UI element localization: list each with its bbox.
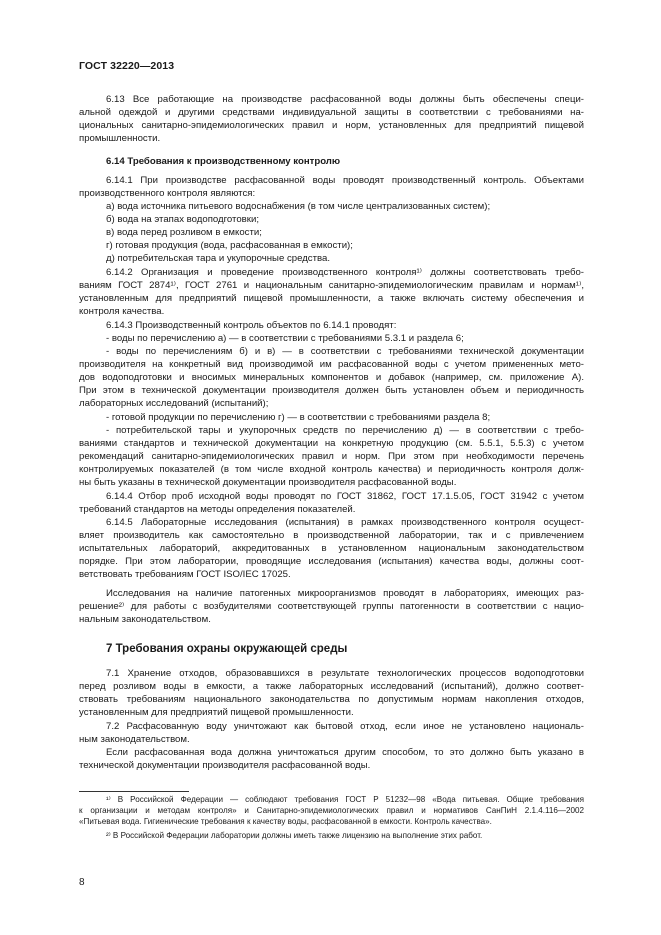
text-line: 6.14.2 Организация и проведение производственного контроля¹⁾ должны соответствовать требо- xyxy=(106,267,584,278)
list-item: - потребительской тары и укупорочных средств по перечислению д) — в соответствии с требо- xyxy=(106,425,584,436)
text-line: решение²⁾ для работы с возбудителями соответствующей группы патогенности в соответствии с нацио- xyxy=(79,601,584,612)
text-line: дов водоподготовки и вносимых минеральных компонентов и добавок (например, см. приложение А). xyxy=(79,372,584,383)
text-line: перед розливом воды в емкости, а также лабораторных исследований (испытаний), должно соответ- xyxy=(79,681,584,692)
footnote-1: ¹⁾ В Российской Федерации — соблюдают требования ГОСТ Р 51232—98 «Вода питьевая. Общие требования xyxy=(106,795,584,804)
document-header: ГОСТ 32220—2013 xyxy=(79,60,175,72)
text-line: 6.14.1 При производстве расфасованной воды проводят производственный контроль. Объектами xyxy=(106,175,584,186)
text-line: вляет производитель как самостоятельно в производственной лаборатории, так и с привлечением xyxy=(79,530,584,541)
text-line: установленным для предприятий пищевой промышленности, а также включать систему обеспечения и xyxy=(79,293,584,304)
text-line: альной одеждой и другими средствами индивидуальной защиты в соответствии с требованиями на- xyxy=(79,107,584,118)
text-line: 7.2 Расфасованную воду уничтожают как бытовой отход, если иное не установлено националь- xyxy=(106,721,584,732)
text-line: лабораторных исследований (испытаний); xyxy=(79,398,269,409)
footnote-1-cont: к организации и методам контроля» и Санитарно-эпидемиологических правил и нормативов СанПиН 2.1.4.116—2002 xyxy=(79,806,584,815)
list-item: - воды по перечислению а) — в соответствии с требованиями 5.3.1 и раздела 6; xyxy=(106,333,464,344)
text-line: установленным для предприятий пищевой промышленности. xyxy=(79,707,354,718)
text-line: ваниями стандартов и технической документации на конкретную продукцию (см. 5.5.1, 5.5.3) с учетом xyxy=(79,438,584,449)
text-line: порядке. При этом лаборатории, проводящие исследования (испытания) качества воды, должны соот- xyxy=(79,556,584,567)
list-item: б) вода на этапах водоподготовки; xyxy=(106,214,259,225)
text-line: 6.13 Все работающие на производстве расфасованной воды должны быть обеспечены специ- xyxy=(106,94,584,105)
text-line: производственного контроля являются: xyxy=(79,188,256,199)
text-line: технической документации производителя расфасованной воды. xyxy=(79,760,371,771)
footnote-divider xyxy=(79,791,189,792)
text-line: производителя на конкретный вид производимой им расфасованной воды с учетом примененных мето- xyxy=(79,359,584,370)
text-line: Исследования на наличие патогенных микроорганизмов проводят в лабораториях, имеющих раз- xyxy=(106,588,584,599)
text-line: 6.14.5 Лабораторные исследования (испытания) в рамках производственного контроля осущест- xyxy=(106,517,584,528)
text-line: ветствовать требованиям ГОСТ ISO/IEC 17025. xyxy=(79,569,291,580)
text-line: Если расфасованная вода должна уничтожаться другим способом, то это должно быть указано в xyxy=(106,747,584,758)
section-heading-6-14: 6.14 Требования к производственному контролю xyxy=(106,156,341,167)
text-line: промышленности. xyxy=(79,133,161,144)
text-line: ваниям ГОСТ 2874¹⁾, ГОСТ 2761 и национальным санитарно-эпидемиологическим правилам и нормам¹⁾, xyxy=(79,280,584,291)
text-line: контроля качества. xyxy=(79,306,165,317)
text-line: требований стандартов на методы определения показателей. xyxy=(79,504,356,515)
text-line: При этом в технической документации производителя должен быть установлен объем и периодичность xyxy=(79,385,584,396)
text-line: 6.14.3 Производственный контроль объектов по 6.14.1 проводят: xyxy=(106,320,397,331)
text-line: 7.1 Хранение отходов, образовавшихся в результате технологических процессов водоподготовки xyxy=(106,668,584,679)
list-item: а) вода источника питьевого водоснабжения (в том числе централизованных систем); xyxy=(106,201,491,212)
page-number: 8 xyxy=(79,877,85,888)
text-line: 6.14.4 Отбор проб исходной воды проводят по ГОСТ 31862, ГОСТ 17.1.5.05, ГОСТ 31942 с учетом xyxy=(106,491,584,502)
text-line: ным законодательством. xyxy=(79,734,190,745)
text-line: рекомендаций санитарно-эпидемиологических правил и норм. При этом при необходимости перечень xyxy=(79,451,584,462)
text-line: ны быть указаны в технической документации производителя расфасованной воды. xyxy=(79,477,457,488)
list-item: в) вода перед розливом в емкости; xyxy=(106,227,262,238)
list-item: - готовой продукции по перечислению г) — в соответствии с требованиями раздела 8; xyxy=(106,412,491,423)
list-item: - воды по перечислениям б) и в) — в соответствии с требованиями технической документации xyxy=(106,346,584,357)
section-heading-7: 7 Требования охраны окружающей среды xyxy=(106,643,348,655)
text-line: испытательных лабораторий, аккредитованных в установленном национальным законодательством xyxy=(79,543,584,554)
list-item: г) готовая продукция (вода, расфасованная в емкости); xyxy=(106,240,353,251)
text-line: контролируемых показателей (в том числе входной контроль качества) и периодичность контроля долж- xyxy=(79,464,584,475)
text-line: ствовать требованиям национального законодательства по допустимым нормам накопления отходов, xyxy=(79,694,584,705)
footnote-1-cont: «Питьевая вода. Гигиенические требования к качеству воды, расфасованной в емкости. Контроль качества». xyxy=(79,817,492,826)
footnote-2: ²⁾ В Российской Федерации лаборатории должны иметь также лицензию на выполнение этих работ. xyxy=(106,831,483,840)
list-item: д) потребительская тара и укупорочные средства. xyxy=(106,253,330,264)
text-line: нальным законодательством. xyxy=(79,614,211,625)
text-line: циональных санитарно-эпидемиологических правил и норм, установленных для предприятий пищевой xyxy=(79,120,584,131)
